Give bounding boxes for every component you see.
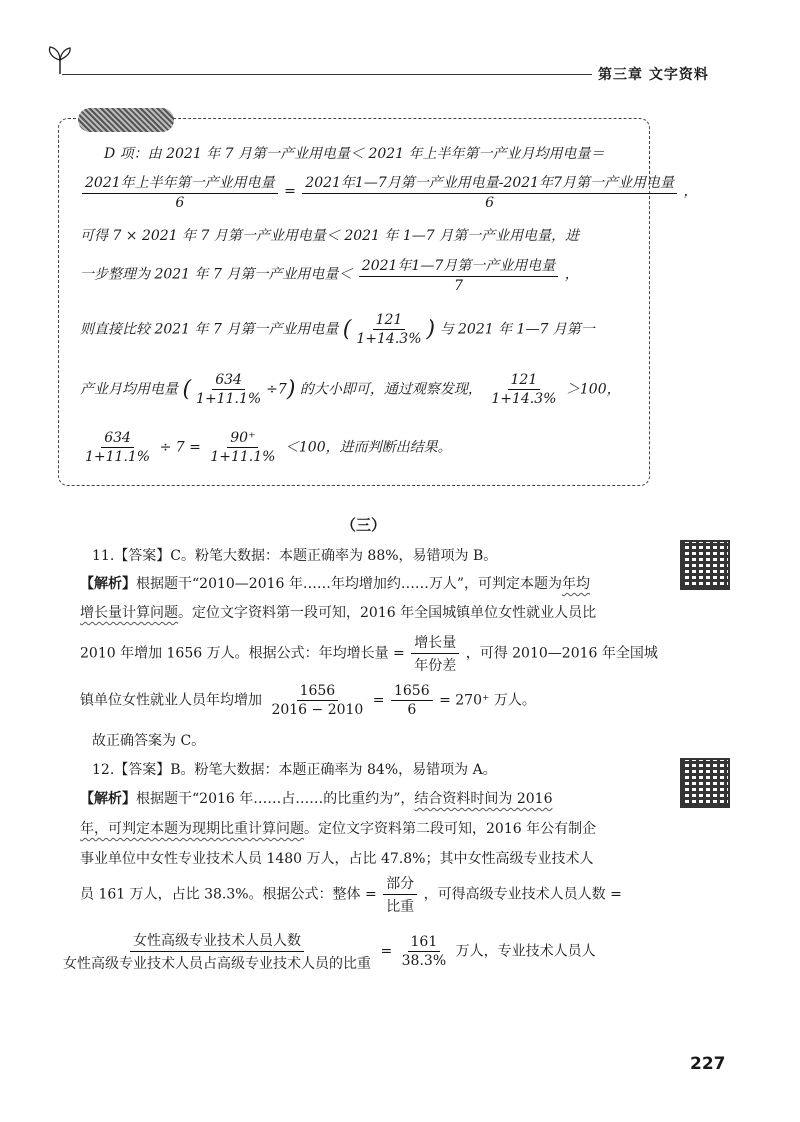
box-line-2: $\frac{\text{2021年上半年第一产业用电量}}{6}$ = $\frac{\text{2021年1—7月第一产业用电量-2021年7月第一产业用电量}}{6}$ ， xyxy=(80,172,697,211)
qr-code-icon[interactable] xyxy=(680,540,730,590)
fraction: $\frac{634}{1+11.1\%}$ xyxy=(196,372,262,407)
section-heading: （三） xyxy=(341,516,387,534)
q11-conclusion: 故正确答案为 C。 xyxy=(92,733,206,749)
q11-analysis-line-3: 2010 年增加 1656 万人。根据公式：年均增长量 = $\frac{\text{增长量}}{\text{年份差}}$ ，可得 2010—2016 年全国城 xyxy=(80,632,658,675)
fraction: $\frac{161}{38.3\%}$ xyxy=(401,934,447,969)
q12-analysis-line-4: 员 161 万人，占比 38.3%。根据公式：整体 = $\frac{\text{部分}}{\text{比重}}$ ，可得高级专业技术人员人数 = xyxy=(80,873,622,916)
box-line-4: 一步整理为 2021 年 7 月第一产业用电量＜ $\frac{\text{2021年1—7月第一产业用电量}}{7}$ ， xyxy=(80,255,579,294)
q12-analysis-line-1: 【解析】根据题干“2016 年……占……的比重约为”，结合资料时间为 2016 xyxy=(80,791,553,807)
fraction: $\frac{90^+}{1+11.1\%}$ xyxy=(210,430,276,465)
q12-answer: 12.【答案】B。粉笔大数据：本题正确率为 84%，易错项为 A。 xyxy=(92,762,497,778)
fraction: $\frac{121}{1+14.3\%}$ xyxy=(356,312,422,347)
fraction: $\frac{\text{女性高级专业技术人员人数}}{\text{女性高级专业技术人员占高级专业技术人员的比重}}$ xyxy=(60,930,374,973)
q12-analysis-line-3: 事业单位中女性专业技术人员 1480 万人，占比 47.8%；其中女性高级专业技术人 xyxy=(80,851,594,867)
sprout-icon xyxy=(46,44,74,76)
fraction: $\frac{634}{1+11.1\%}$ xyxy=(85,430,151,465)
fraction: $\frac{121}{1+14.3\%}$ xyxy=(491,372,557,407)
q11-analysis-line-4: 镇单位女性就业人员年均增加 $\frac{1656}{2016 - 2010}$ = $\frac{1656}{6}$ = 270⁺ 万人。 xyxy=(80,683,536,718)
chapter-title: 第三章 文字资料 xyxy=(598,67,709,83)
q11-answer: 11.【答案】C。粉笔大数据：本题正确率为 88%，易错项为 B。 xyxy=(92,548,498,564)
header-rule xyxy=(62,74,592,75)
q12-analysis-line-5: $\frac{\text{女性高级专业技术人员人数}}{\text{女性高级专业技术人员占高级专业技术人员的比重}}$ = $\frac{161}{38.3\%}$ 万人，专业技术人员人 xyxy=(58,930,596,973)
tip-badge-icon xyxy=(78,108,174,132)
fraction: $\frac{\text{增长量}}{\text{年份差}}$ xyxy=(411,632,459,675)
qr-code-icon[interactable] xyxy=(680,758,730,808)
q11-analysis-line-2: 增长量计算问题。定位文字资料第一段可知，2016 年全国城镇单位女性就业人员比 xyxy=(80,605,597,621)
fraction: $\frac{\text{部分}}{\text{比重}}$ xyxy=(383,873,417,916)
box-line-7: $\frac{634}{1+11.1\%}$ ÷ 7 = $\frac{90^+}{1+11.1\%}$ ＜100，进而判断出结果。 xyxy=(80,430,452,465)
box-line-5: 则直接比较 2021 年 7 月第一产业用电量 ( $\frac{121}{1+14.3\%}$ ) 与 2021 年 1—7 月第一 xyxy=(80,312,595,347)
box-line-1: D 项：由 2021 年 7 月第一产业用电量＜ 2021 年上半年第一产业月均用电量＝ xyxy=(104,146,605,162)
box-line-3: 可得 7 × 2021 年 7 月第一产业用电量＜ 2021 年 1—7 月第一产业用电量，进 xyxy=(80,228,580,244)
fraction: $\frac{\text{2021年1—7月第一产业用电量}}{7}$ xyxy=(359,255,558,294)
fraction: $\frac{1656}{2016 - 2010}$ xyxy=(271,683,364,718)
page-number: 227 xyxy=(690,1054,726,1074)
fraction: $\frac{1656}{6}$ xyxy=(391,683,433,718)
q12-analysis-line-2: 年，可判定本题为现期比重计算问题。定位文字资料第二段可知，2016 年公有制企 xyxy=(80,821,597,837)
q11-analysis-line-1: 【解析】根据题干“2010—2016 年……年均增加约……万人”，可判定本题为年均 xyxy=(80,576,591,592)
fraction: $\frac{\text{2021年1—7月第一产业用电量-2021年7月第一产业用电量}}{6}$ xyxy=(302,172,677,211)
box-line-6: 产业月均用电量 ( $\frac{634}{1+11.1\%}$ ÷7) 的大小即可，通过观察发现， $\frac{121}{1+14.3\%}$ ＞100， xyxy=(80,372,621,407)
fraction: $\frac{\text{2021年上半年第一产业用电量}}{6}$ xyxy=(82,172,278,211)
